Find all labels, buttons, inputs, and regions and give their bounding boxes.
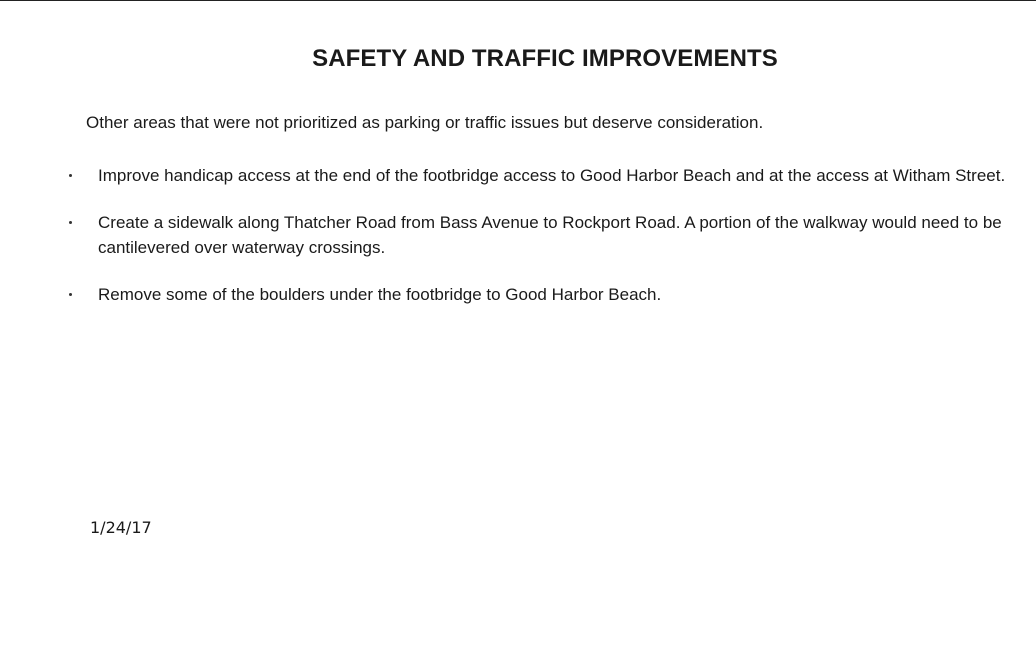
improvement-list	[0, 163, 1036, 329]
bullet-icon	[69, 221, 72, 224]
bullet-icon	[69, 174, 72, 177]
list-item	[0, 282, 1036, 307]
page-title: SAFETY AND TRAFFIC IMPROVEMENTS	[312, 45, 778, 72]
list-item-text: Improve handicap access at the end of the footbridge access to Good Harbor Beach and at the access at Witham Street.	[98, 166, 1006, 185]
document-date: 1/24/17	[90, 518, 152, 537]
bullet-icon	[69, 293, 72, 296]
list-item-text: Remove some of the boulders under the footbridge to Good Harbor Beach.	[98, 285, 662, 304]
list-item	[0, 210, 1036, 260]
intro-paragraph: Other areas that were not prioritized as parking or traffic issues but deserve consideration.	[86, 113, 764, 132]
list-item-text: Create a sidewalk along Thatcher Road from Bass Avenue to Rockport Road. A portion of the walkway would need to be cantilevered over waterway crossings.	[98, 213, 1002, 257]
top-border	[0, 0, 1036, 1]
list-item	[0, 163, 1036, 188]
